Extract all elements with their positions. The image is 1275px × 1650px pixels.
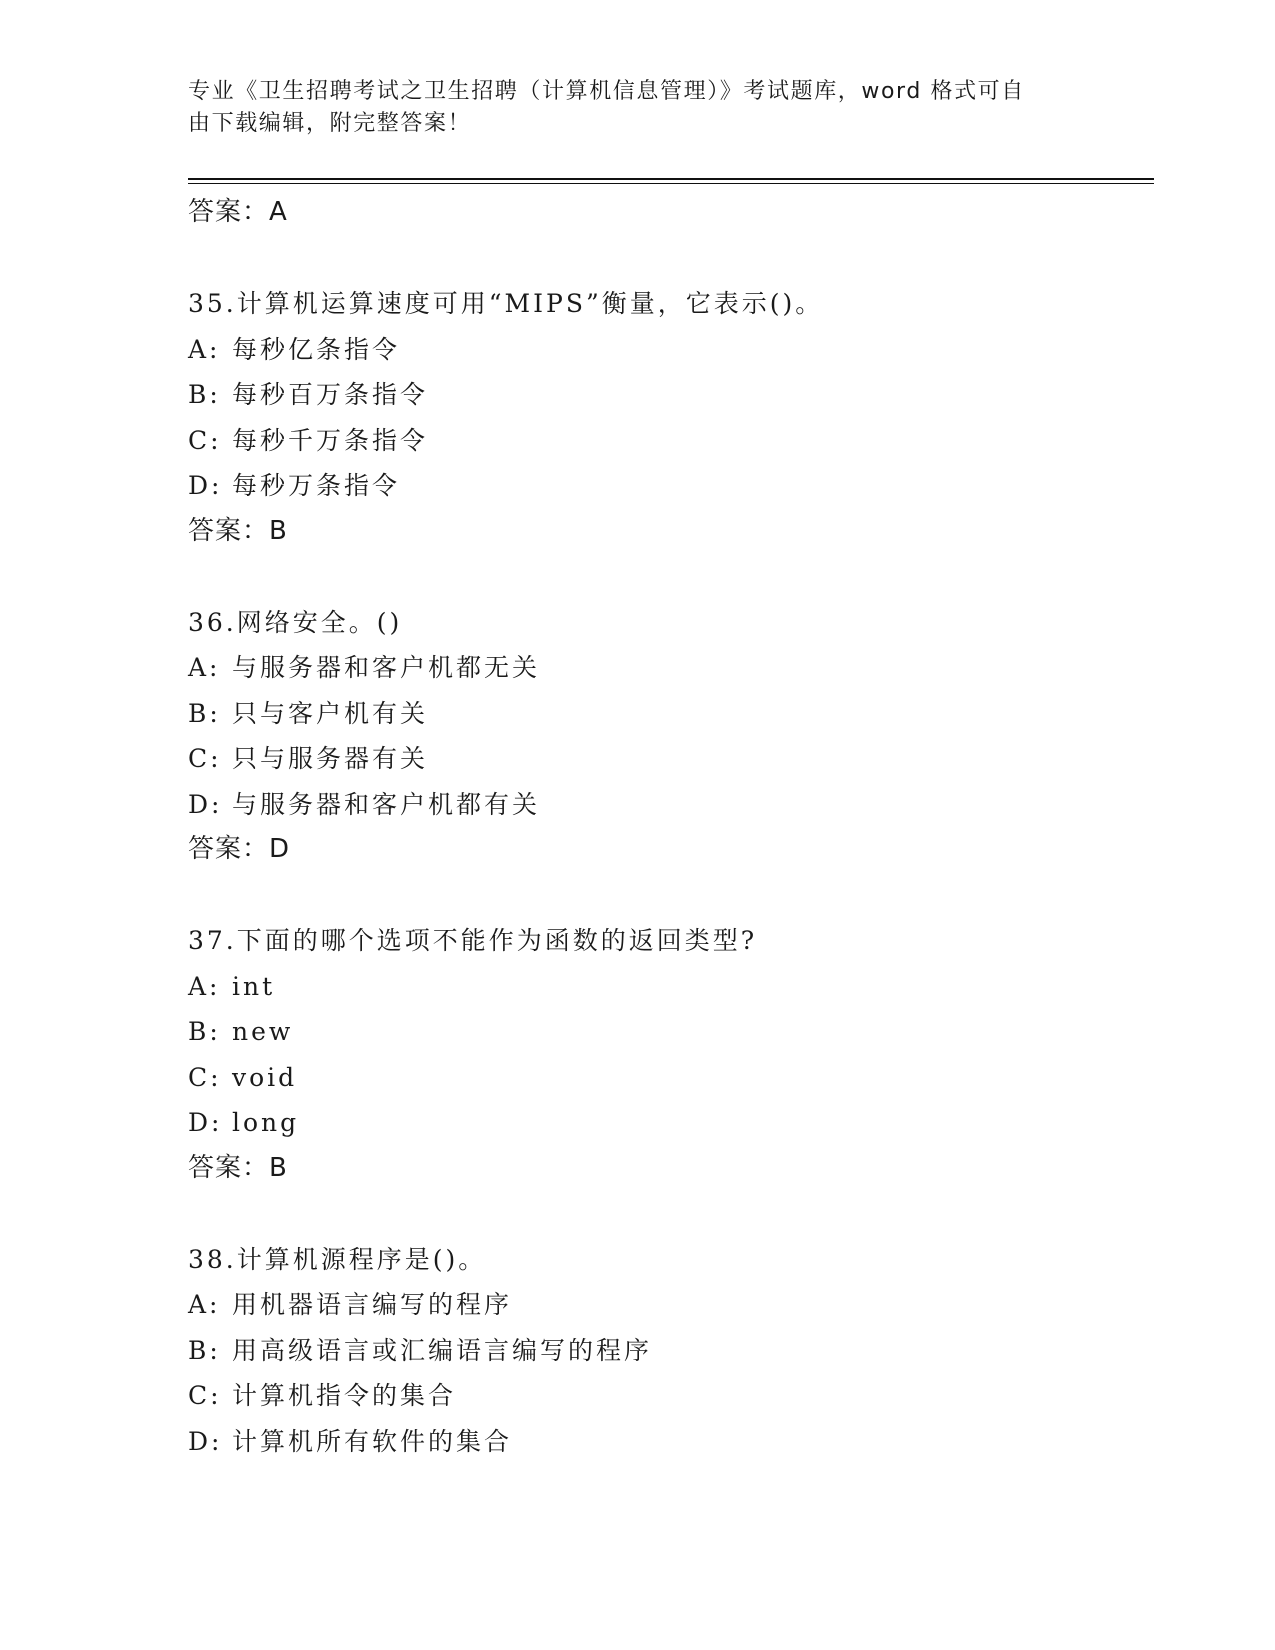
- header-line-2: 由下载编辑，附完整答案！: [188, 111, 472, 136]
- option-label: C:: [188, 1381, 222, 1410]
- option-label: C:: [188, 425, 222, 455]
- option-label: B:: [188, 1335, 221, 1365]
- option-text: 计算机所有软件的集合: [232, 1426, 513, 1456]
- option-label: B:: [188, 380, 221, 409]
- option-label: C:: [188, 744, 222, 773]
- option-b: [188, 1009, 1154, 1055]
- option-label: C:: [188, 1062, 222, 1092]
- option-text: 每秒千万条指令: [232, 425, 429, 455]
- option-c: [188, 1055, 1154, 1101]
- option-text: 每秒万条指令: [232, 471, 401, 500]
- option-label: A:: [188, 1290, 221, 1319]
- answer-line: 答案：D: [188, 834, 291, 864]
- option-d: [188, 1419, 1154, 1465]
- option-text: int: [232, 971, 276, 1001]
- question-text: 37.下面的哪个选项不能作为函数的返回类型?: [188, 926, 758, 955]
- option-b: [188, 1328, 1154, 1374]
- option-a: [188, 645, 1154, 691]
- option-b: [188, 372, 1154, 418]
- option-text: 用机器语言编写的程序: [232, 1290, 513, 1319]
- option-c: [188, 1373, 1154, 1419]
- option-c: [188, 736, 1154, 782]
- question-item: [188, 281, 1154, 554]
- option-d: [188, 782, 1154, 828]
- header-line-1: 专业《卫生招聘考试之卫生招聘（计算机信息管理）》考试题库，word 格式可自: [188, 79, 1025, 104]
- option-text: 与服务器和客户机都有关: [232, 789, 541, 819]
- option-text: long: [232, 1108, 300, 1137]
- exam-content: [188, 190, 1154, 1464]
- option-text: void: [232, 1062, 298, 1092]
- option-text: 只与服务器有关: [232, 744, 429, 773]
- option-c: [188, 418, 1154, 464]
- document-header: [188, 76, 1068, 140]
- option-b: [188, 691, 1154, 737]
- answer-line: 答案：B: [188, 1152, 288, 1183]
- option-a: [188, 327, 1154, 373]
- option-a: [188, 964, 1154, 1010]
- question-item: [188, 600, 1154, 873]
- header-divider-thin: [188, 183, 1154, 184]
- option-label: B:: [188, 698, 221, 728]
- option-label: B:: [188, 1017, 221, 1046]
- answer-line: 答案：B: [188, 515, 288, 546]
- question-item: [188, 918, 1154, 1191]
- question-text: 38.计算机源程序是()。: [188, 1244, 487, 1274]
- answer-line: 答案：A: [188, 197, 288, 227]
- option-a: [188, 1282, 1154, 1328]
- option-text: new: [232, 1017, 294, 1046]
- option-d: [188, 463, 1154, 509]
- option-label: A:: [188, 653, 221, 682]
- option-label: D:: [188, 789, 223, 819]
- option-d: [188, 1100, 1154, 1146]
- option-text: 与服务器和客户机都无关: [232, 653, 541, 682]
- option-text: 只与客户机有关: [232, 698, 429, 728]
- option-label: D:: [188, 471, 223, 500]
- question-text: 36.网络安全。(): [188, 607, 403, 637]
- question-item: [188, 1237, 1154, 1465]
- option-label: D:: [188, 1426, 223, 1456]
- option-label: D:: [188, 1108, 223, 1137]
- option-label: A:: [188, 334, 221, 364]
- question-text: 35.计算机运算速度可用“MIPS”衡量，它表示()。: [188, 289, 824, 318]
- option-text: 每秒百万条指令: [232, 380, 429, 409]
- option-label: A:: [188, 971, 221, 1001]
- header-divider-thick: [188, 178, 1154, 180]
- option-text: 用高级语言或汇编语言编写的程序: [232, 1335, 653, 1365]
- option-text: 计算机指令的集合: [232, 1381, 457, 1410]
- option-text: 每秒亿条指令: [232, 334, 401, 364]
